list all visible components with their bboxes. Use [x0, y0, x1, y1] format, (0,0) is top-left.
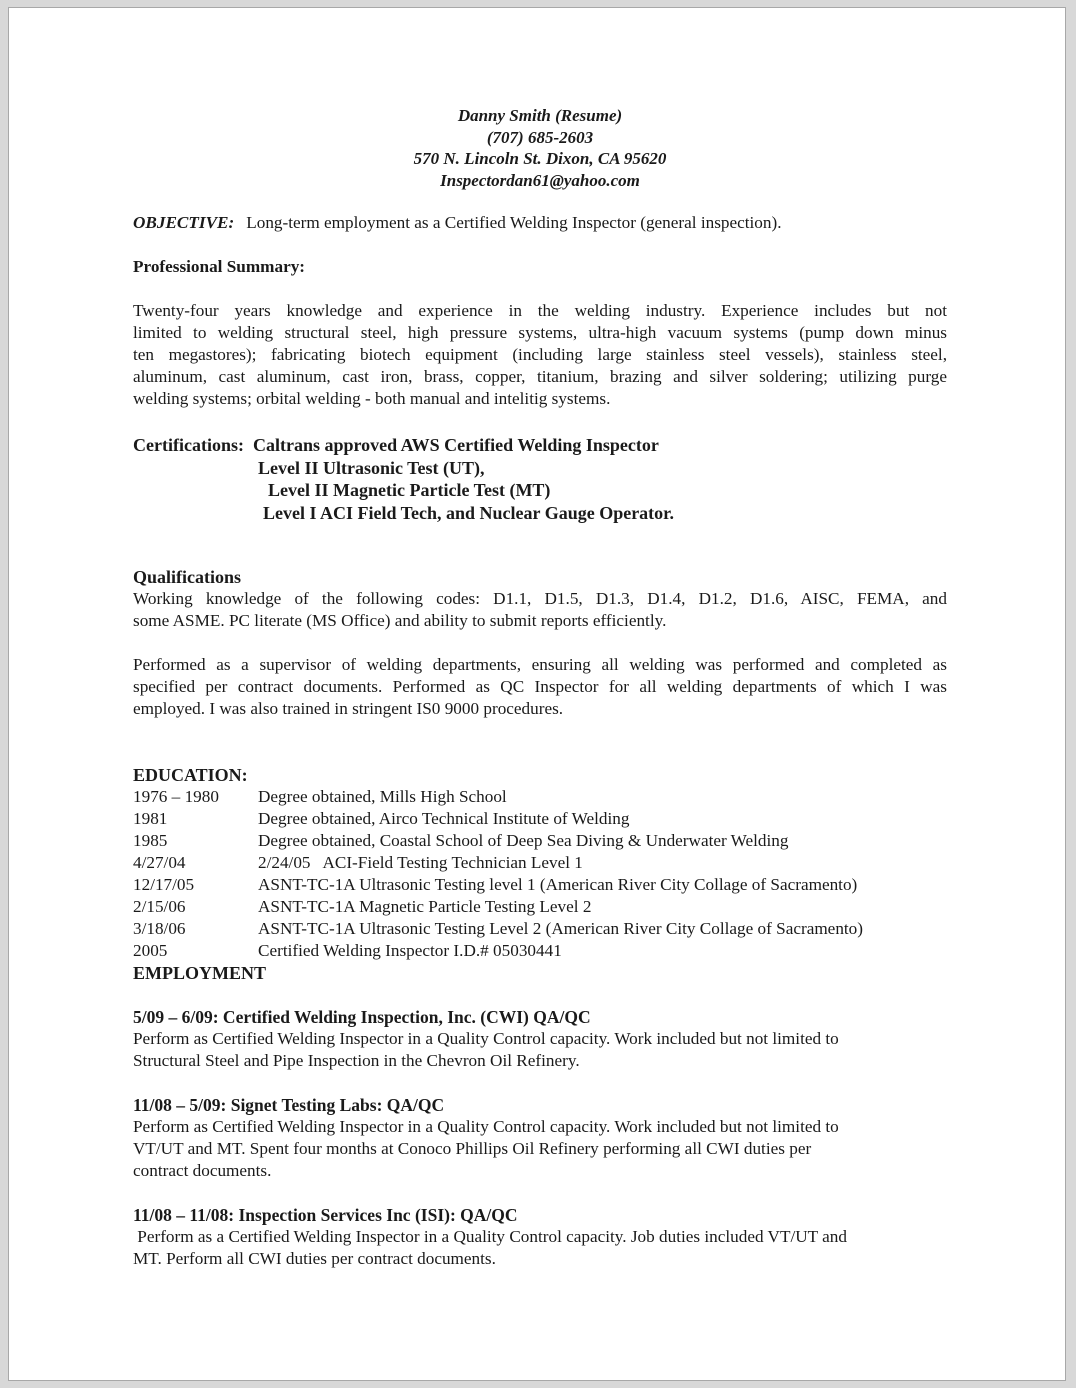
- education-date: 4/27/04: [133, 853, 186, 872]
- resume-page: [8, 7, 1066, 1381]
- education-date: 2/15/06: [133, 897, 186, 916]
- qualifications-line: specified per contract documents. Performed as QC Inspector for all welding departments of which I was: [133, 677, 947, 696]
- job-line: Structural Steel and Pipe Inspection in the Chevron Oil Refinery.: [133, 1051, 580, 1070]
- education-row: [133, 874, 947, 896]
- education-detail: Degree obtained, Airco Technical Institute of Welding: [258, 809, 630, 828]
- job-line: VT/UT and MT. Spent four months at Conoco Phillips Oil Refinery performing all CWI duties per: [133, 1139, 812, 1158]
- resume-header: [133, 105, 947, 191]
- education-detail: ASNT-TC-1A Magnetic Particle Testing Level 2: [258, 897, 592, 916]
- education-detail: Degree obtained, Coastal School of Deep Sea Diving & Underwater Welding: [258, 831, 789, 850]
- certification-item: Caltrans approved AWS Certified Welding Inspector: [252, 435, 659, 455]
- certification-item: Level II Ultrasonic Test (UT),: [258, 457, 485, 478]
- summary-heading: Professional Summary:: [133, 257, 306, 276]
- education-date: 12/17/05: [133, 875, 195, 894]
- job-line: Perform as Certified Welding Inspector in a Quality Control capacity. Work included but not limited to: [133, 1029, 839, 1048]
- candidate-email: Inspectordan61@yahoo.com: [440, 170, 640, 190]
- education-row: [133, 918, 947, 940]
- qualifications-line: Performed as a supervisor of welding departments, ensuring all welding was performed and completed as: [133, 655, 947, 674]
- job-line: MT. Perform all CWI duties per contract documents.: [133, 1249, 496, 1268]
- job-title: 11/08 – 5/09: Signet Testing Labs: QA/QC: [133, 1095, 445, 1115]
- summary-line: ten megastores); fabricating biotech equipment (including large stainless steel vessels), stainless steel,: [133, 345, 947, 364]
- summary-line: welding systems; orbital welding - both manual and intelitig systems.: [133, 389, 611, 408]
- certification-item: Level II Magnetic Particle Test (MT): [268, 480, 551, 500]
- certifications-section: [133, 434, 947, 524]
- education-date: 2005: [133, 941, 168, 960]
- job-title: 11/08 – 11/08: Inspection Services Inc (ISI): QA/QC: [133, 1205, 518, 1225]
- summary-line: limited to welding structural steel, high pressure systems, ultra-high vacuum systems (pump down minus: [133, 323, 947, 342]
- objective-section: [133, 212, 947, 234]
- employment-entry: [133, 1006, 947, 1072]
- education-row: [133, 896, 947, 918]
- candidate-name: Danny Smith (Resume): [457, 106, 623, 125]
- summary-line: Twenty-four years knowledge and experience in the welding industry. Experience includes but not: [133, 301, 947, 320]
- education-detail: 2/24/05 ACI-Field Testing Technician Level 1: [258, 853, 583, 872]
- qualifications-line: employed. I was also trained in stringent IS0 9000 procedures.: [133, 699, 564, 718]
- qualifications-paragraph: [133, 588, 947, 632]
- job-line: contract documents.: [133, 1161, 272, 1180]
- education-row: [133, 808, 947, 830]
- candidate-address: 570 N. Lincoln St. Dixon, CA 95620: [413, 149, 667, 168]
- education-row: [133, 940, 947, 962]
- job-title: 5/09 – 6/09: Certified Welding Inspection, Inc. (CWI) QA/QC: [133, 1007, 591, 1027]
- certification-item: Level I ACI Field Tech, and Nuclear Gauge Operator.: [263, 502, 675, 523]
- education-list: [133, 786, 947, 962]
- education-row: [133, 786, 947, 808]
- job-line: Perform as a Certified Welding Inspector in a Quality Control capacity. Job duties included VT/UT and: [133, 1227, 847, 1246]
- employment-entry: [133, 1204, 947, 1270]
- education-detail: ASNT-TC-1A Ultrasonic Testing Level 2 (American River City Collage of Sacramento): [258, 919, 864, 938]
- qualifications-heading: Qualifications: [133, 567, 242, 587]
- education-detail: ASNT-TC-1A Ultrasonic Testing level 1 (American River City Collage of Sacramento): [258, 875, 858, 894]
- employment-entry: [133, 1094, 947, 1182]
- objective-label: OBJECTIVE:: [133, 213, 235, 232]
- job-line: Perform as Certified Welding Inspector in a Quality Control capacity. Work included but not limited to: [133, 1117, 839, 1136]
- education-heading: EDUCATION:: [133, 765, 248, 785]
- summary-text: [133, 300, 947, 410]
- education-row: [133, 852, 947, 874]
- education-date: 1976 – 1980: [133, 787, 219, 806]
- education-detail: Degree obtained, Mills High School: [258, 787, 507, 806]
- education-row: [133, 830, 947, 852]
- qualifications-line: some ASME. PC literate (MS Office) and ability to submit reports efficiently.: [133, 611, 667, 630]
- qualifications-paragraph: [133, 654, 947, 720]
- resume-content: [133, 105, 947, 1270]
- certifications-heading: Certifications:: [133, 435, 244, 455]
- education-date: 3/18/06: [133, 919, 186, 938]
- candidate-phone: (707) 685-2603: [486, 127, 594, 147]
- employment-heading: EMPLOYMENT: [133, 963, 266, 983]
- education-date: 1985: [133, 831, 168, 850]
- summary-line: aluminum, cast aluminum, cast iron, brass, copper, titanium, brazing and silver soldering; utilizing purge: [133, 367, 947, 386]
- education-date: 1981: [133, 809, 168, 828]
- objective-text: Long-term employment as a Certified Welding Inspector (general inspection).: [246, 213, 782, 232]
- education-detail: Certified Welding Inspector I.D.# 05030441: [258, 941, 562, 960]
- qualifications-line: Working knowledge of the following codes: D1.1, D1.5, D1.3, D1.4, D1.2, D1.6, AISC, FEMA, and: [133, 589, 947, 608]
